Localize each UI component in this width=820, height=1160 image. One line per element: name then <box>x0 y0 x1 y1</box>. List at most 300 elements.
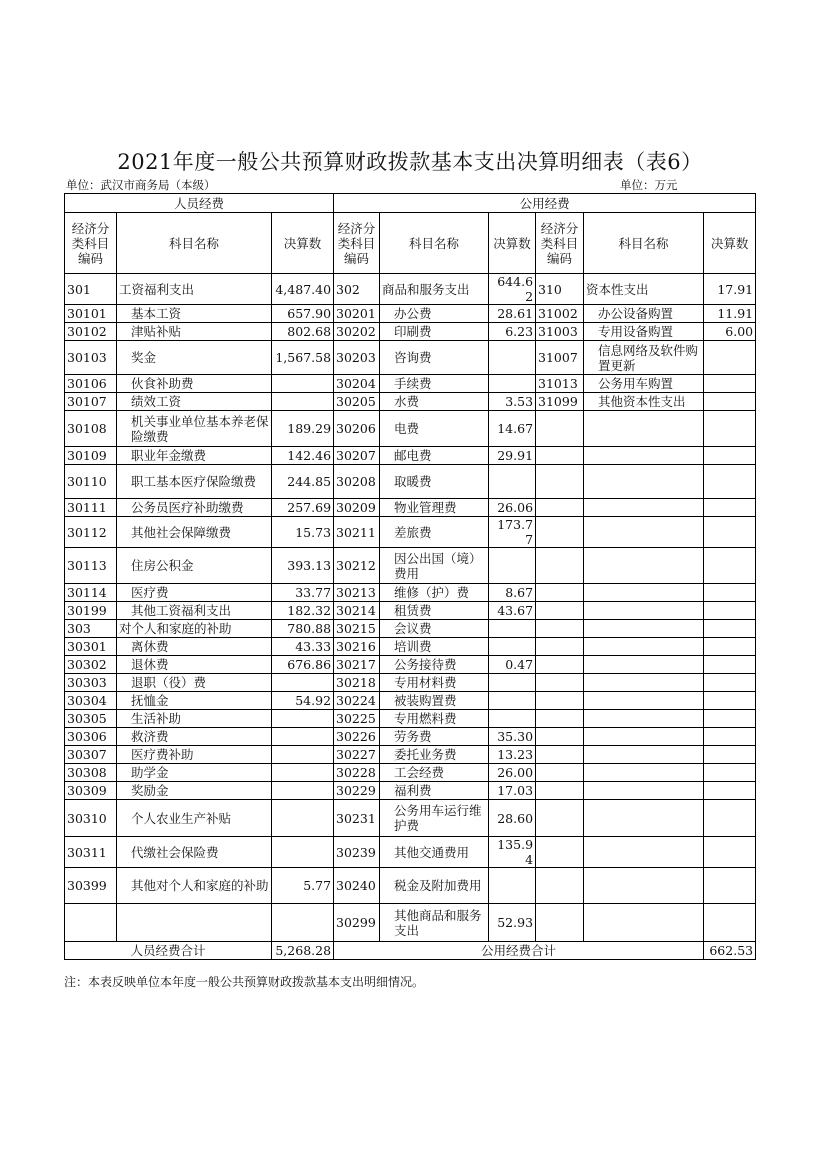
code-cell: 30306 <box>65 728 117 746</box>
name-cell: 基本工资 <box>117 305 272 323</box>
name-cell <box>584 548 704 584</box>
code-cell: 30212 <box>334 548 380 584</box>
code-cell <box>536 764 584 782</box>
name-cell: 抚恤金 <box>117 692 272 710</box>
amount-cell: 54.92 <box>272 692 334 710</box>
amount-cell: 4,487.40 <box>272 274 334 305</box>
name-cell <box>584 764 704 782</box>
code-cell: 30208 <box>334 465 380 499</box>
amount-cell: 52.93 <box>489 904 536 942</box>
name-cell: 税金及附加费用 <box>380 868 489 904</box>
amount-cell <box>704 602 756 620</box>
name-cell: 资本性支出 <box>584 274 704 305</box>
code-cell <box>536 692 584 710</box>
name-cell: 委托业务费 <box>380 746 489 764</box>
name-cell: 公务接待费 <box>380 656 489 674</box>
name-cell: 公务用车运行维护费 <box>380 800 489 837</box>
amount-cell: 3.53 <box>489 393 536 411</box>
name-cell: 取暖费 <box>380 465 489 499</box>
totals-row <box>65 942 756 960</box>
name-cell: 福利费 <box>380 782 489 800</box>
name-cell: 因公出国（境）费用 <box>380 548 489 584</box>
amount-cell <box>489 638 536 656</box>
code-cell: 30240 <box>334 868 380 904</box>
code-cell: 30206 <box>334 411 380 447</box>
name-cell: 专用燃料费 <box>380 710 489 728</box>
code-cell <box>536 674 584 692</box>
name-cell: 差旅费 <box>380 517 489 548</box>
name-cell: 救济费 <box>117 728 272 746</box>
amount-cell <box>704 447 756 465</box>
table-row <box>65 904 756 942</box>
table-row <box>65 411 756 447</box>
code-cell: 30217 <box>334 656 380 674</box>
table-row <box>65 341 756 375</box>
code-cell: 31003 <box>536 323 584 341</box>
code-cell: 30201 <box>334 305 380 323</box>
name-cell: 住房公积金 <box>117 548 272 584</box>
amount-cell <box>704 728 756 746</box>
amount-cell: 182.32 <box>272 602 334 620</box>
code-cell: 30307 <box>65 746 117 764</box>
amount-cell <box>704 638 756 656</box>
name-cell <box>584 620 704 638</box>
code-cell: 30225 <box>334 710 380 728</box>
name-cell: 医疗费补助 <box>117 746 272 764</box>
name-cell <box>584 904 704 942</box>
public-header: 公用经费 <box>334 194 756 213</box>
code-cell: 31007 <box>536 341 584 375</box>
amount-cell <box>272 375 334 393</box>
code-cell: 30214 <box>334 602 380 620</box>
code-cell: 30101 <box>65 305 117 323</box>
amount-cell: 14.67 <box>489 411 536 447</box>
amount-cell <box>489 548 536 584</box>
amount-cell <box>704 411 756 447</box>
code-cell: 301 <box>65 274 117 305</box>
name-cell: 其他工资福利支出 <box>117 602 272 620</box>
table-row <box>65 710 756 728</box>
table-row <box>65 728 756 746</box>
name-cell: 印刷费 <box>380 323 489 341</box>
name-cell: 职业年金缴费 <box>117 447 272 465</box>
code-cell <box>536 782 584 800</box>
name-cell <box>584 692 704 710</box>
code-cell: 30229 <box>334 782 380 800</box>
code-cell: 30109 <box>65 447 117 465</box>
amount-cell: 29.91 <box>489 447 536 465</box>
code-cell: 30218 <box>334 674 380 692</box>
amount-cell: 393.13 <box>272 548 334 584</box>
code-cell: 30231 <box>334 800 380 837</box>
name-cell <box>584 584 704 602</box>
code-cell: 30113 <box>65 548 117 584</box>
table-row <box>65 800 756 837</box>
code-cell: 30102 <box>65 323 117 341</box>
table-row <box>65 305 756 323</box>
amount-cell <box>272 764 334 782</box>
name-cell <box>584 868 704 904</box>
table-row <box>65 837 756 868</box>
table-row <box>65 764 756 782</box>
name-cell: 公务员医疗补助缴费 <box>117 499 272 517</box>
amount-cell: 35.30 <box>489 728 536 746</box>
name-header: 科目名称 <box>380 213 489 274</box>
amount-cell <box>489 692 536 710</box>
code-cell: 30226 <box>334 728 380 746</box>
name-cell: 被装购置费 <box>380 692 489 710</box>
code-cell: 30202 <box>334 323 380 341</box>
code-cell <box>536 584 584 602</box>
code-cell: 31002 <box>536 305 584 323</box>
name-cell: 对个人和家庭的补助 <box>117 620 272 638</box>
table-row <box>65 638 756 656</box>
amount-cell <box>704 620 756 638</box>
code-cell: 30299 <box>334 904 380 942</box>
name-cell: 退休费 <box>117 656 272 674</box>
code-cell: 30310 <box>65 800 117 837</box>
name-cell: 租赁费 <box>380 602 489 620</box>
amount-cell <box>489 868 536 904</box>
amount-cell <box>272 837 334 868</box>
name-cell: 专用材料费 <box>380 674 489 692</box>
name-cell: 机关事业单位基本养老保险缴费 <box>117 411 272 447</box>
code-cell: 30311 <box>65 837 117 868</box>
amount-cell: 43.33 <box>272 638 334 656</box>
code-cell: 303 <box>65 620 117 638</box>
name-cell: 公务用车购置 <box>584 375 704 393</box>
amount-cell <box>704 837 756 868</box>
code-cell <box>536 499 584 517</box>
amount-cell: 5.77 <box>272 868 334 904</box>
table-row <box>65 465 756 499</box>
name-cell: 办公费 <box>380 305 489 323</box>
expenditure-table <box>64 193 756 960</box>
amount-cell: 676.86 <box>272 656 334 674</box>
amount-cell: 644.62 <box>489 274 536 305</box>
amount-cell <box>272 710 334 728</box>
public-total-label: 公用经费合计 <box>334 942 704 960</box>
name-cell: 培训费 <box>380 638 489 656</box>
code-cell: 30205 <box>334 393 380 411</box>
name-cell <box>584 710 704 728</box>
amount-cell <box>489 674 536 692</box>
amount-cell: 135.94 <box>489 837 536 868</box>
personnel-header: 人员经费 <box>65 194 334 213</box>
amount-cell: 0.47 <box>489 656 536 674</box>
name-cell <box>584 800 704 837</box>
amount-cell: 26.06 <box>489 499 536 517</box>
name-cell: 手续费 <box>380 375 489 393</box>
code-cell: 30304 <box>65 692 117 710</box>
code-cell: 30111 <box>65 499 117 517</box>
unit-right-label: 单位：万元 <box>620 178 678 192</box>
amount-cell: 244.85 <box>272 465 334 499</box>
code-cell: 30204 <box>334 375 380 393</box>
name-cell <box>584 782 704 800</box>
amount-cell <box>272 674 334 692</box>
code-cell: 31099 <box>536 393 584 411</box>
amount-cell <box>704 746 756 764</box>
name-cell: 专用设备购置 <box>584 323 704 341</box>
amount-cell <box>489 620 536 638</box>
name-cell <box>584 728 704 746</box>
amount-cell <box>704 904 756 942</box>
table-row <box>65 656 756 674</box>
code-cell: 30106 <box>65 375 117 393</box>
name-cell <box>584 674 704 692</box>
amount-cell: 142.46 <box>272 447 334 465</box>
code-cell: 30209 <box>334 499 380 517</box>
name-cell <box>117 904 272 942</box>
name-cell <box>584 602 704 620</box>
code-cell: 30112 <box>65 517 117 548</box>
name-cell: 水费 <box>380 393 489 411</box>
amount-cell: 17.03 <box>489 782 536 800</box>
amount-cell <box>272 393 334 411</box>
code-cell <box>536 868 584 904</box>
amount-cell: 257.69 <box>272 499 334 517</box>
amount-cell <box>704 375 756 393</box>
name-cell <box>584 638 704 656</box>
code-header: 经济分类科目编码 <box>536 213 584 274</box>
code-cell: 30103 <box>65 341 117 375</box>
code-header: 经济分类科目编码 <box>65 213 117 274</box>
amount-header: 决算数 <box>704 213 756 274</box>
amount-cell: 657.90 <box>272 305 334 323</box>
code-cell: 30203 <box>334 341 380 375</box>
amount-cell <box>704 674 756 692</box>
name-cell: 电费 <box>380 411 489 447</box>
amount-cell <box>489 375 536 393</box>
code-cell <box>536 837 584 868</box>
code-cell: 30301 <box>65 638 117 656</box>
code-cell: 30309 <box>65 782 117 800</box>
code-cell <box>536 447 584 465</box>
code-cell <box>536 411 584 447</box>
unit-left-label: 单位：武汉市商务局（本级） <box>66 178 216 192</box>
code-cell: 30199 <box>65 602 117 620</box>
amount-header: 决算数 <box>272 213 334 274</box>
amount-cell: 33.77 <box>272 584 334 602</box>
amount-cell <box>489 341 536 375</box>
name-cell <box>584 656 704 674</box>
table-row <box>65 782 756 800</box>
code-cell: 30114 <box>65 584 117 602</box>
page-title: 2021年度一般公共预算财政拨款基本支出决算明细表（表6） <box>117 150 703 174</box>
name-cell: 邮电费 <box>380 447 489 465</box>
name-cell: 其他社会保障缴费 <box>117 517 272 548</box>
code-cell: 30399 <box>65 868 117 904</box>
name-cell: 生活补助 <box>117 710 272 728</box>
amount-cell: 173.77 <box>489 517 536 548</box>
code-cell <box>536 746 584 764</box>
name-cell: 工资福利支出 <box>117 274 272 305</box>
amount-cell <box>272 728 334 746</box>
amount-cell: 26.00 <box>489 764 536 782</box>
name-cell <box>584 411 704 447</box>
name-cell <box>584 746 704 764</box>
amount-cell <box>272 746 334 764</box>
name-cell: 奖励金 <box>117 782 272 800</box>
amount-cell <box>272 782 334 800</box>
code-cell: 30239 <box>334 837 380 868</box>
code-cell <box>536 638 584 656</box>
table-row <box>65 375 756 393</box>
code-cell: 30305 <box>65 710 117 728</box>
personnel-total-label: 人员经费合计 <box>65 942 272 960</box>
amount-cell: 1,567.58 <box>272 341 334 375</box>
amount-cell <box>704 465 756 499</box>
code-cell: 30108 <box>65 411 117 447</box>
code-cell <box>65 904 117 942</box>
table-row <box>65 323 756 341</box>
name-cell: 职工基本医疗保险缴费 <box>117 465 272 499</box>
amount-cell <box>489 465 536 499</box>
name-cell: 代缴社会保险费 <box>117 837 272 868</box>
code-cell <box>536 548 584 584</box>
table-row <box>65 517 756 548</box>
code-cell <box>536 620 584 638</box>
amount-cell: 6.23 <box>489 323 536 341</box>
table-row <box>65 274 756 305</box>
name-cell: 医疗费 <box>117 584 272 602</box>
name-cell: 办公设备购置 <box>584 305 704 323</box>
amount-cell: 13.23 <box>489 746 536 764</box>
amount-header: 决算数 <box>489 213 536 274</box>
table-row <box>65 674 756 692</box>
table-row <box>65 602 756 620</box>
code-cell: 30211 <box>334 517 380 548</box>
amount-cell <box>272 800 334 837</box>
name-cell: 咨询费 <box>380 341 489 375</box>
name-cell: 维修（护）费 <box>380 584 489 602</box>
amount-cell <box>704 800 756 837</box>
name-cell: 绩效工资 <box>117 393 272 411</box>
code-cell <box>536 656 584 674</box>
amount-cell: 15.73 <box>272 517 334 548</box>
table-row <box>65 584 756 602</box>
name-cell <box>584 499 704 517</box>
name-cell: 其他资本性支出 <box>584 393 704 411</box>
code-cell: 310 <box>536 274 584 305</box>
name-cell: 其他商品和服务支出 <box>380 904 489 942</box>
amount-cell <box>489 710 536 728</box>
name-cell: 会议费 <box>380 620 489 638</box>
table-row <box>65 499 756 517</box>
name-cell: 工会经费 <box>380 764 489 782</box>
amount-cell <box>704 548 756 584</box>
name-cell: 伙食补助费 <box>117 375 272 393</box>
table-row <box>65 447 756 465</box>
code-cell: 30308 <box>65 764 117 782</box>
name-header: 科目名称 <box>584 213 704 274</box>
name-cell <box>584 837 704 868</box>
table-row <box>65 746 756 764</box>
name-cell: 商品和服务支出 <box>380 274 489 305</box>
table-row <box>65 692 756 710</box>
code-cell <box>536 904 584 942</box>
amount-cell <box>704 782 756 800</box>
code-cell <box>536 710 584 728</box>
name-cell: 助学金 <box>117 764 272 782</box>
amount-cell: 11.91 <box>704 305 756 323</box>
amount-cell <box>704 656 756 674</box>
amount-cell <box>704 393 756 411</box>
amount-cell <box>704 868 756 904</box>
code-cell: 31013 <box>536 375 584 393</box>
code-cell: 30228 <box>334 764 380 782</box>
personnel-total-value: 5,268.28 <box>272 942 334 960</box>
table-row <box>65 393 756 411</box>
amount-cell <box>272 904 334 942</box>
amount-cell: 28.61 <box>489 305 536 323</box>
code-cell: 30207 <box>334 447 380 465</box>
public-total-value: 662.53 <box>704 942 756 960</box>
footnote: 注：本表反映单位本年度一般公共预算财政拨款基本支出明细情况。 <box>64 975 425 989</box>
code-header: 经济分类科目编码 <box>334 213 380 274</box>
name-cell: 离休费 <box>117 638 272 656</box>
name-cell: 劳务费 <box>380 728 489 746</box>
code-cell: 30213 <box>334 584 380 602</box>
table-row <box>65 620 756 638</box>
amount-cell: 43.67 <box>489 602 536 620</box>
code-cell: 30303 <box>65 674 117 692</box>
amount-cell <box>704 517 756 548</box>
name-cell: 奖金 <box>117 341 272 375</box>
amount-cell: 802.68 <box>272 323 334 341</box>
name-cell <box>584 465 704 499</box>
code-cell <box>536 800 584 837</box>
amount-cell <box>704 584 756 602</box>
amount-cell <box>704 710 756 728</box>
code-cell <box>536 465 584 499</box>
code-cell: 30110 <box>65 465 117 499</box>
code-cell: 30107 <box>65 393 117 411</box>
name-header: 科目名称 <box>117 213 272 274</box>
code-cell <box>536 517 584 548</box>
amount-cell: 17.91 <box>704 274 756 305</box>
amount-cell: 6.00 <box>704 323 756 341</box>
code-cell: 30224 <box>334 692 380 710</box>
amount-cell <box>704 341 756 375</box>
amount-cell: 8.67 <box>489 584 536 602</box>
code-cell: 30302 <box>65 656 117 674</box>
name-cell <box>584 447 704 465</box>
code-cell: 30215 <box>334 620 380 638</box>
name-cell: 退职（役）费 <box>117 674 272 692</box>
code-cell <box>536 728 584 746</box>
amount-cell: 189.29 <box>272 411 334 447</box>
amount-cell <box>704 764 756 782</box>
code-cell: 30216 <box>334 638 380 656</box>
name-cell: 津贴补贴 <box>117 323 272 341</box>
amount-cell <box>704 692 756 710</box>
amount-cell: 28.60 <box>489 800 536 837</box>
name-cell: 个人农业生产补贴 <box>117 800 272 837</box>
table-row <box>65 548 756 584</box>
name-cell: 其他对个人和家庭的补助 <box>117 868 272 904</box>
table-row <box>65 868 756 904</box>
code-cell: 30227 <box>334 746 380 764</box>
amount-cell <box>704 499 756 517</box>
name-cell: 其他交通费用 <box>380 837 489 868</box>
name-cell: 物业管理费 <box>380 499 489 517</box>
name-cell <box>584 517 704 548</box>
code-cell <box>536 602 584 620</box>
code-cell: 302 <box>334 274 380 305</box>
name-cell: 信息网络及软件购置更新 <box>584 341 704 375</box>
